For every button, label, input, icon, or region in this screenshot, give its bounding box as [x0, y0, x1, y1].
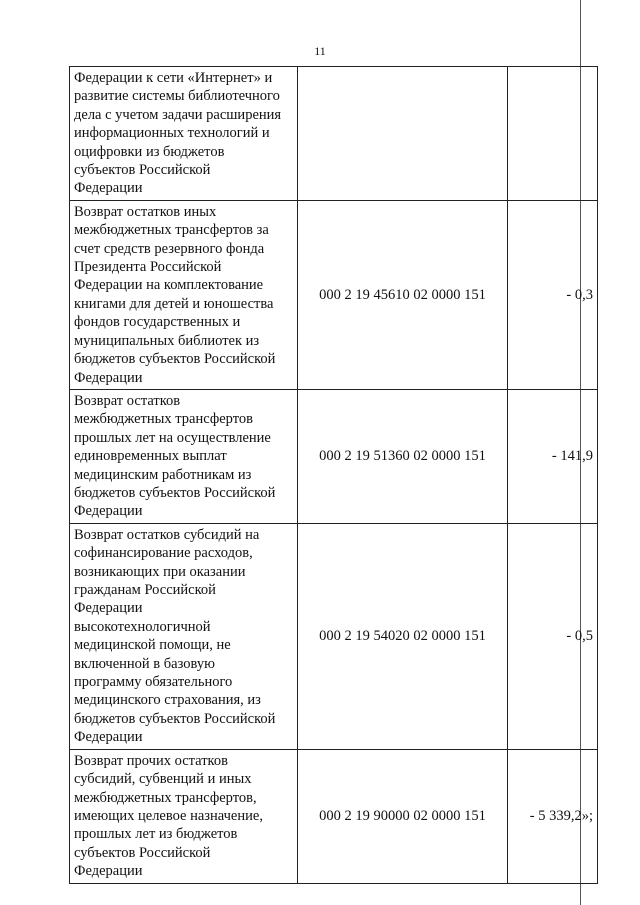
row-description: [70, 200, 298, 389]
description-line: бюджетов субъектов Российской: [74, 710, 276, 727]
description-line: бюджетов субъектов Российской: [74, 351, 276, 368]
row-description: [70, 67, 298, 201]
description-line: развитие системы библиотечного: [74, 88, 280, 105]
description-line: субсидий, субвенций и иных: [74, 771, 252, 788]
page-number: 11: [314, 44, 326, 58]
table-row: [70, 749, 598, 883]
row-value: - 141,9: [508, 389, 598, 523]
description-line: программу обязательного: [74, 674, 233, 690]
table-body: [70, 67, 598, 884]
description-line: Возврат остатков иных: [74, 203, 217, 220]
description-line: информационных технологий и: [74, 125, 270, 142]
description-line: Возврат остатков субсидий на: [74, 526, 260, 543]
description-line: межбюджетных трансфертов за: [74, 222, 269, 239]
row-code: 000 2 19 54020 02 0000 151: [298, 523, 508, 749]
description-line: Президента Российской: [74, 259, 222, 276]
description-line: Федерации на комплектование: [74, 277, 264, 294]
description-line: субъектов Российской: [74, 162, 211, 179]
description-line: возникающих при оказании: [74, 563, 246, 580]
row-code: 000 2 19 45610 02 0000 151: [298, 200, 508, 389]
description-line: субъектов Российской: [74, 844, 211, 861]
table-row: [70, 200, 598, 389]
description-line: имеющих целевое назначение,: [74, 807, 263, 824]
description-line: Возврат остатков: [74, 392, 181, 409]
budget-table: [69, 66, 598, 884]
description-line: дела с учетом задачи расширения: [74, 106, 282, 123]
table-row: [70, 67, 598, 201]
description-line: прошлых лет из бюджетов: [74, 826, 238, 843]
row-value: [508, 67, 598, 201]
description-line: Федерации к сети «Интернет» и: [74, 70, 273, 86]
row-description: [70, 749, 298, 883]
table-row: [70, 389, 598, 523]
row-value: - 0,3: [508, 200, 598, 389]
description-line: Федерации: [74, 863, 143, 880]
row-code: 000 2 19 51360 02 0000 151: [298, 389, 508, 523]
description-line: Федерации: [74, 729, 143, 746]
description-line: оцифровки из бюджетов: [74, 143, 225, 160]
description-line: медицинского страхования, из: [74, 692, 261, 709]
description-line: медицинской помощи, не: [74, 637, 231, 654]
description-line: включенной в базовую: [74, 655, 215, 672]
row-description: [70, 523, 298, 749]
description-line: муниципальных библиотек из: [74, 332, 260, 349]
description-line: книгами для детей и юношества: [74, 295, 274, 312]
description-line: Федерации: [74, 180, 143, 197]
row-code: [298, 67, 508, 201]
description-line: медицинским работникам из: [74, 466, 252, 483]
description-line: счет средств резервного фонда: [74, 240, 265, 257]
description-line: Федерации: [74, 369, 143, 386]
description-line: единовременных выплат: [74, 448, 227, 465]
description-line: Федерации: [74, 600, 143, 617]
description-line: софинансирование расходов,: [74, 545, 253, 562]
description-line: прошлых лет на осуществление: [74, 429, 271, 446]
row-value: - 0,5: [508, 523, 598, 749]
description-line: межбюджетных трансфертов,: [74, 789, 257, 806]
row-description: [70, 389, 298, 523]
description-line: фондов государственных и: [74, 314, 241, 331]
description-line: Возврат прочих остатков: [74, 752, 228, 769]
description-line: бюджетов субъектов Российской: [74, 484, 276, 501]
description-line: Федерации: [74, 503, 143, 520]
row-code: 000 2 19 90000 02 0000 151: [298, 749, 508, 883]
description-line: межбюджетных трансфертов: [74, 411, 253, 428]
description-line: высокотехнологичной: [74, 618, 211, 635]
description-line: гражданам Российской: [74, 581, 216, 598]
row-value: - 5 339,2»;: [508, 749, 598, 883]
table-row: [70, 523, 598, 749]
